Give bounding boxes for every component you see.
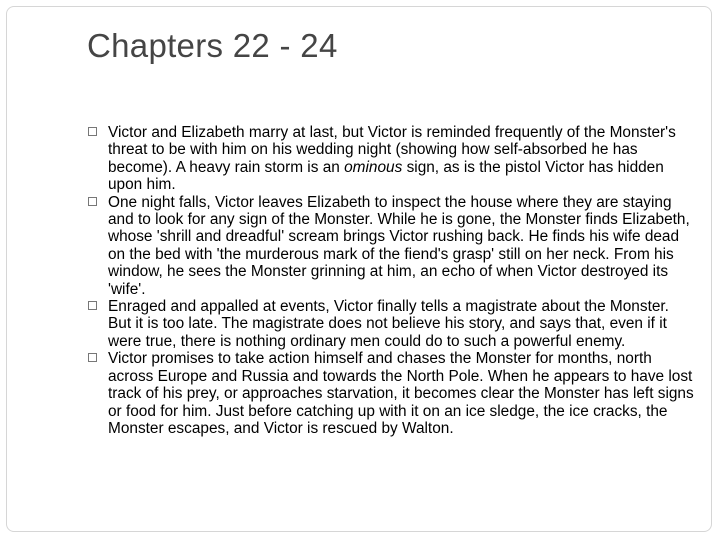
- bullet-list: [85, 124, 695, 437]
- bullet-emphasis: ominous: [344, 158, 403, 176]
- bullet-text: Enraged and appalled at events, Victor finally tells a magistrate about the Monster. But it is too late. The magistrate does not believe his story, and says that, even if it were true, there is nothing ordinary men could do to such a powerful enemy.: [108, 298, 669, 350]
- square-bullet-icon: [88, 127, 97, 136]
- bullet-item: [85, 350, 695, 437]
- bullet-item: [85, 298, 695, 350]
- square-bullet-icon: [88, 197, 97, 206]
- bullet-text-part: sign, as is the pistol Victor has hidden upon him.: [108, 158, 664, 194]
- slide-title: Chapters 22 - 24: [87, 27, 338, 64]
- slide: [6, 6, 712, 532]
- bullet-item: [85, 124, 695, 194]
- bullet-text-part: Victor and Elizabeth marry at last, but Victor is reminded frequently of the Monster's threat to be with him on his wedding night (showing how self-absorbed he has become). A heavy rain storm is an: [108, 124, 676, 176]
- bullet-text: Victor promises to take action himself and chases the Monster for months, north across Europe and Russia and towards the North Pole. When he appears to have lost track of his prey, or approaches starvation, it becomes clear the Monster has left signs or food for him. Just before catching up with it on an ice sledge, the ice cracks, the Monster escapes, and Victor is rescued by Walton.: [108, 350, 694, 437]
- square-bullet-icon: [88, 301, 97, 310]
- bullet-item: [85, 194, 695, 298]
- bullet-text: One night falls, Victor leaves Elizabeth to inspect the house where they are staying and to look for any sign of the Monster. While he is gone, the Monster finds Elizabeth, whose 'shrill and dreadful' scream brings Victor rushing back. He finds his wife dead on the bed with 'the murderous mark of the fiend's grasp' still on her neck. From his window, he sees the Monster grinning at him, an echo of when Victor destroyed its 'wife'.: [108, 193, 690, 298]
- square-bullet-icon: [88, 353, 97, 362]
